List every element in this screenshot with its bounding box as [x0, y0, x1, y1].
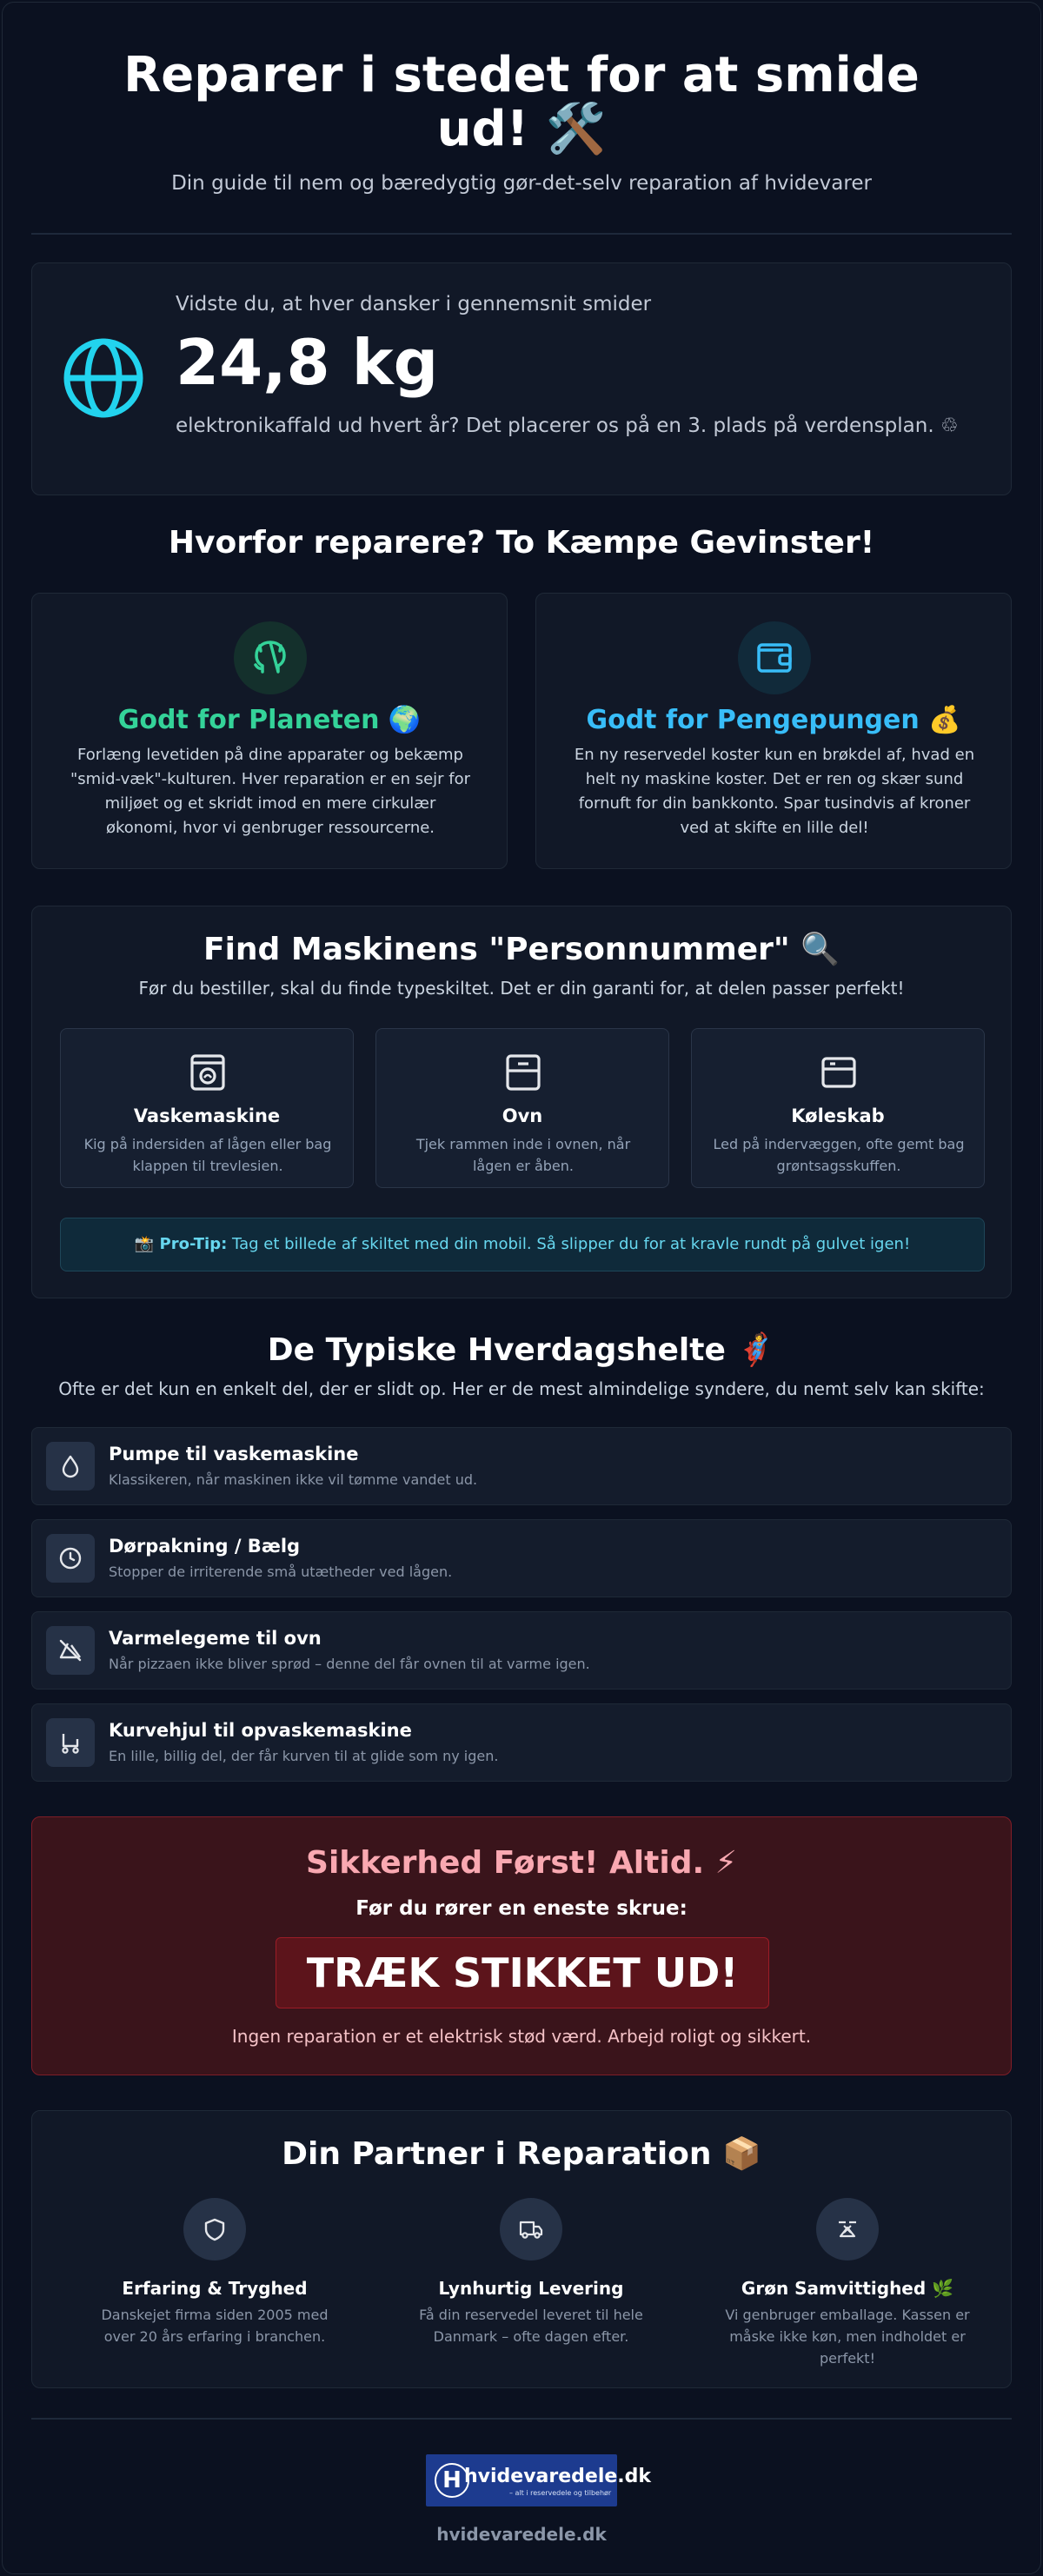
droplet-icon — [46, 1442, 95, 1490]
benefit-planet-card — [31, 593, 508, 869]
list-item — [31, 1703, 1012, 1782]
part-title: Pumpe til vaskemaskine — [109, 1444, 359, 1464]
benefit-planet-title: Godt for Planeten 🌍 — [117, 705, 422, 735]
safety-card — [31, 1816, 1012, 2075]
feature-body: Danskejet firma siden 2005 med over 20 års erfaring i branchen. — [101, 2307, 329, 2345]
hero-title: Reparer i stedet for at smide ud! 🛠️ — [123, 47, 920, 157]
cart-wheel-icon — [46, 1718, 95, 1767]
part-body: Stopper de irriterende små utætheder ved lågen. — [109, 1564, 453, 1580]
partner-card — [31, 2110, 1012, 2388]
list-item — [31, 1519, 1012, 1597]
washing-machine-icon — [187, 1052, 229, 1093]
hero-subtitle: Din guide til nem og bæredygtig gør-det-selv reparation af hvidevarer — [171, 172, 872, 195]
shield-icon — [183, 2198, 246, 2261]
location-card-fridge — [691, 1028, 985, 1188]
hero — [31, 49, 1012, 195]
safety-title: Sikkerhed Først! Altid. ⚡ — [306, 1845, 737, 1881]
location-title: Køleskab — [791, 1105, 885, 1126]
safety-callout: TRÆK STIKKET UD! — [276, 1937, 769, 2008]
typeplate-subtitle: Før du bestiller, skal du finde typeskiltet. Det er din garanti for, at delen passer perfekt! — [138, 978, 905, 999]
stat-value: 24,8 kg — [176, 326, 439, 399]
heroes-subtitle: Ofte er det kun en enkelt del, der er slidt op. Her er de mest almindelige syndere, du nemt selv kan skifte: — [58, 1378, 985, 1399]
benefit-wallet-card — [535, 593, 1012, 869]
logo-name: hvidevaredele.dk — [464, 2466, 652, 2487]
list-item — [31, 1427, 1012, 1505]
partner-title: Din Partner i Reparation 📦 — [282, 2136, 761, 2172]
github-icon — [234, 621, 307, 694]
part-body: En lille, billig del, der får kurven til at glide som ny igen. — [109, 1748, 499, 1764]
recycle-box-icon — [816, 2198, 879, 2261]
logo-letter: H — [435, 2463, 469, 2498]
part-title: Varmelegeme til ovn — [109, 1628, 322, 1649]
divider — [31, 233, 1012, 235]
clock-icon — [46, 1534, 95, 1583]
list-item — [31, 1611, 1012, 1690]
safety-footer: Ingen reparation er et elektrisk stød værd. Arbejd roligt og sikkert. — [231, 2026, 812, 2047]
pro-tip-text: Tag et billede af skiltet med din mobil. Så slipper du for at kravle rundt på gulvet igen! — [232, 1235, 911, 1253]
typeplate-title: Find Maskinens "Personnummer" 🔍 — [203, 932, 840, 967]
part-title: Dørpakning / Bælg — [109, 1536, 301, 1557]
oven-icon — [502, 1052, 544, 1093]
location-body: Tjek rammen inde i ovnen, når lågen er åben. — [415, 1136, 631, 1174]
heroes-title: De Typiske Hverdagshelte 🦸 — [267, 1332, 776, 1368]
globe-icon — [62, 336, 145, 420]
part-body: Når pizzaen ikke bliver sprød – denne del får ovnen til at varme igen. — [109, 1656, 590, 1672]
part-body: Klassikeren, når maskinen ikke vil tømme vandet ud. — [109, 1471, 478, 1488]
feature-body: Vi genbruger emballage. Kassen er måske ikke køn, men indholdet er perfekt! — [725, 2307, 970, 2367]
stat-card — [31, 262, 1012, 495]
fridge-icon — [818, 1052, 860, 1093]
location-body: Kig på indersiden af lågen eller bag klappen til trevlesien. — [83, 1136, 332, 1174]
feature-title: Lynhurtig Levering — [438, 2278, 624, 2299]
location-card-washer — [60, 1028, 354, 1188]
site-link[interactable]: hvidevaredele.dk — [436, 2524, 607, 2545]
feature-title: Erfaring & Tryghed — [122, 2278, 308, 2299]
feature-title: Grøn Samvittighed 🌿 — [741, 2278, 954, 2299]
part-title: Kurvehjul til opvaskemaskine — [109, 1720, 412, 1741]
logo-tagline: – alt i reservedele og tilbehør — [509, 2489, 612, 2497]
wallet-icon — [738, 621, 811, 694]
benefit-planet-body: Forlæng levetiden på dine apparater og bekæmp "smid-væk"-kulturen. Hver reparation er en sejr for miljøet og et skridt imod en mere cirkulær økonomi, hvor vi genbruger ressourcerne. — [70, 746, 471, 837]
benefit-wallet-title: Godt for Pengepungen 💰 — [586, 705, 961, 735]
divider — [31, 2418, 1012, 2420]
truck-icon — [500, 2198, 562, 2261]
benefit-wallet-body: En ny reservedel koster kun en brøkdel af, hvad en helt ny maskine koster. Det er ren og skær sund fornuft for din bankkonto. Spar tusindvis af kroner ved at skifte en lille del! — [574, 746, 975, 837]
stat-description: elektronikaffald ud hvert år? Det placerer os på en 3. plads på verdensplan. ♲ — [176, 415, 959, 437]
location-card-oven — [375, 1028, 669, 1188]
location-title: Ovn — [502, 1105, 543, 1126]
typeplate-card — [31, 906, 1012, 1298]
pro-tip-label: 📸 Pro-Tip: — [134, 1235, 228, 1253]
stat-intro: Vidste du, at hver dansker i gennemsnit smider — [176, 293, 652, 315]
pro-tip — [60, 1218, 985, 1271]
why-title: Hvorfor reparere? To Kæmpe Gevinster! — [168, 525, 875, 561]
triangle-off-icon — [46, 1626, 95, 1675]
company-logo[interactable] — [426, 2454, 652, 2506]
feature-body: Få din reservedel leveret til hele Danmark – ofte dagen efter. — [419, 2307, 643, 2345]
location-body: Led på indervæggen, ofte gemt bag grøntsagsskuffen. — [713, 1136, 965, 1174]
location-title: Vaskemaskine — [133, 1105, 281, 1126]
safety-subtitle: Før du rører en eneste skrue: — [355, 1897, 688, 1920]
